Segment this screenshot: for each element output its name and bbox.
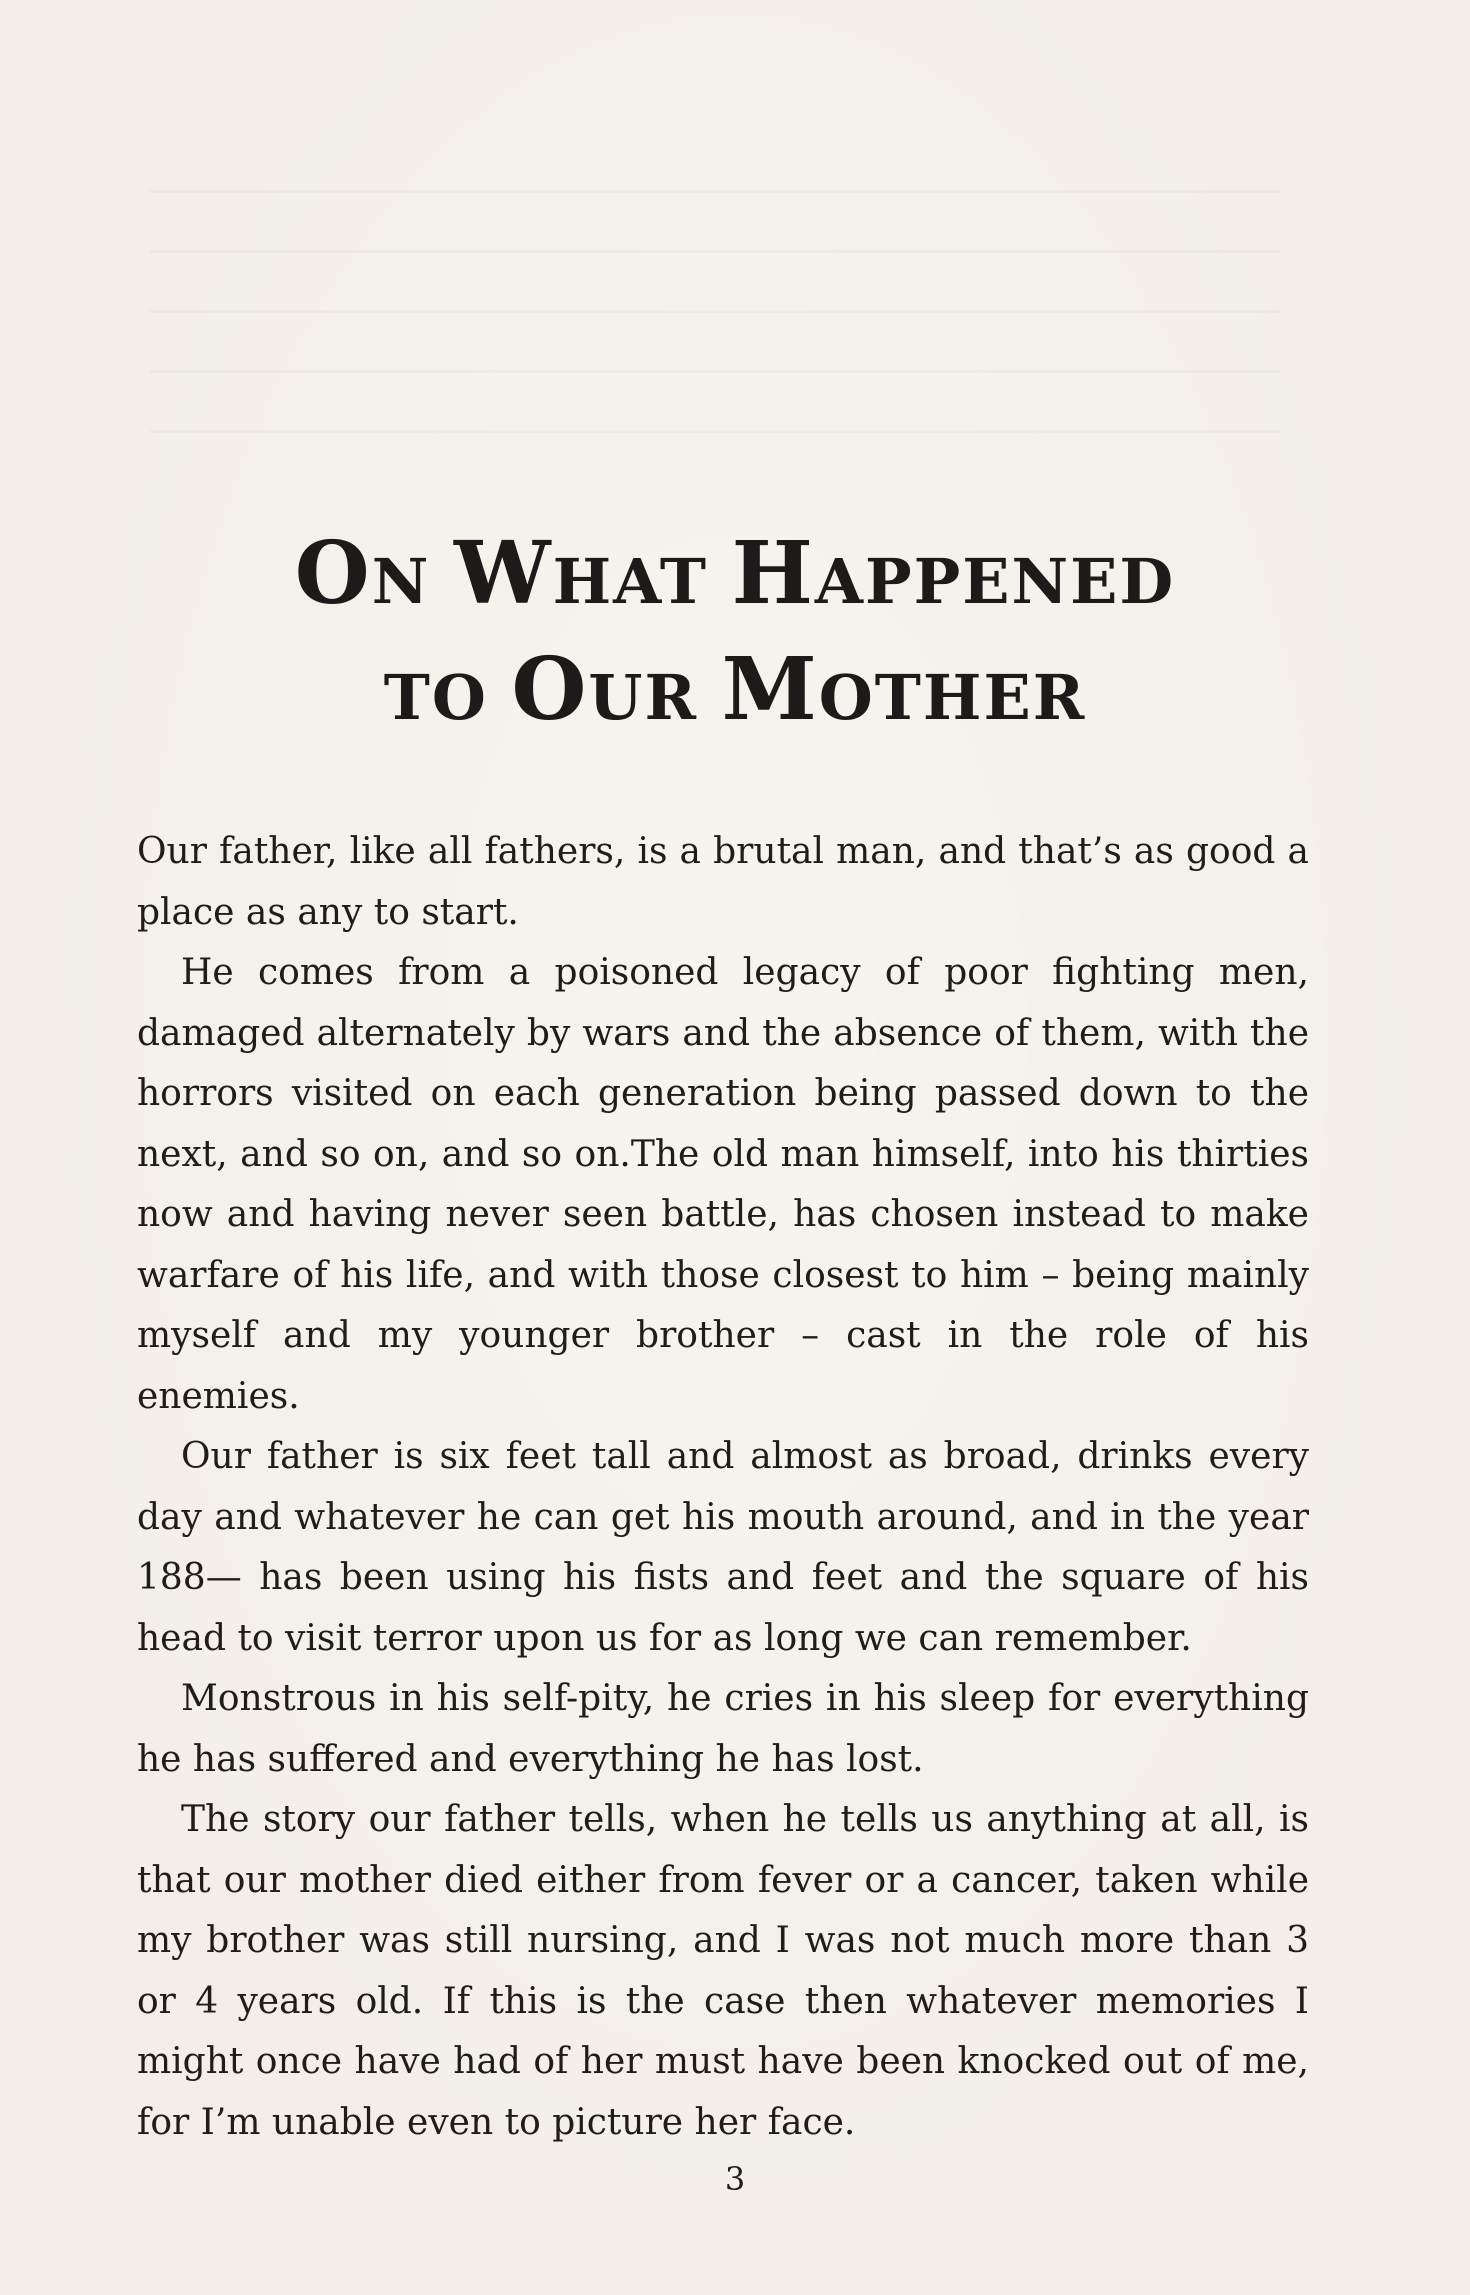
chapter-title-line-2: TO OUR MOTHER bbox=[383, 639, 1087, 740]
bleed-through-line bbox=[150, 430, 1280, 433]
paragraph: Our father, like all fathers, is a brutal man, and that’s as good a place as any to start. bbox=[137, 831, 1309, 933]
paragraph: Monstrous in his self-pity, he cries in his sleep for everything he has suffered and everything he has lost. bbox=[137, 1678, 1309, 1780]
bleed-through-line bbox=[150, 190, 1280, 193]
paragraph: He comes from a poisoned legacy of poor fighting men, damaged alternately by wars and the absence of them, with the horrors visited on each generation being passed down to the next, and so on, and so on.The old man himself, into his thirties now and having never seen battle, has chosen instead to make warfare of his life, and with those closest to him – being mainly myself and my younger brother – cast in the role of his enemies. bbox=[137, 952, 1309, 1417]
paragraph: Our father is six feet tall and almost as broad, drinks every day and whatever he can get his mouth around, and in the year 188— has been using his fists and feet and the square of his head to visit terror upon us for as long we can remember. bbox=[137, 1436, 1309, 1659]
bleed-through-line bbox=[150, 370, 1280, 373]
paragraph: The story our father tells, when he tells us anything at all, is that our mother died either from fever or a cancer, taken while my brother was still nursing, and I was not much more than 3 or 4 years old. If this is the case then whatever memories I might once have had of her must have been knocked out of me, for I’m unable even to picture her face. bbox=[137, 1799, 1309, 2143]
bleed-through-line bbox=[150, 310, 1280, 313]
bleed-through-line bbox=[150, 250, 1280, 253]
chapter-body bbox=[137, 822, 1309, 2153]
chapter-title-line-1: ON WHAT HAPPENED bbox=[294, 523, 1176, 624]
page-number: 3 bbox=[724, 2160, 746, 2198]
chapter-title bbox=[0, 520, 1470, 752]
